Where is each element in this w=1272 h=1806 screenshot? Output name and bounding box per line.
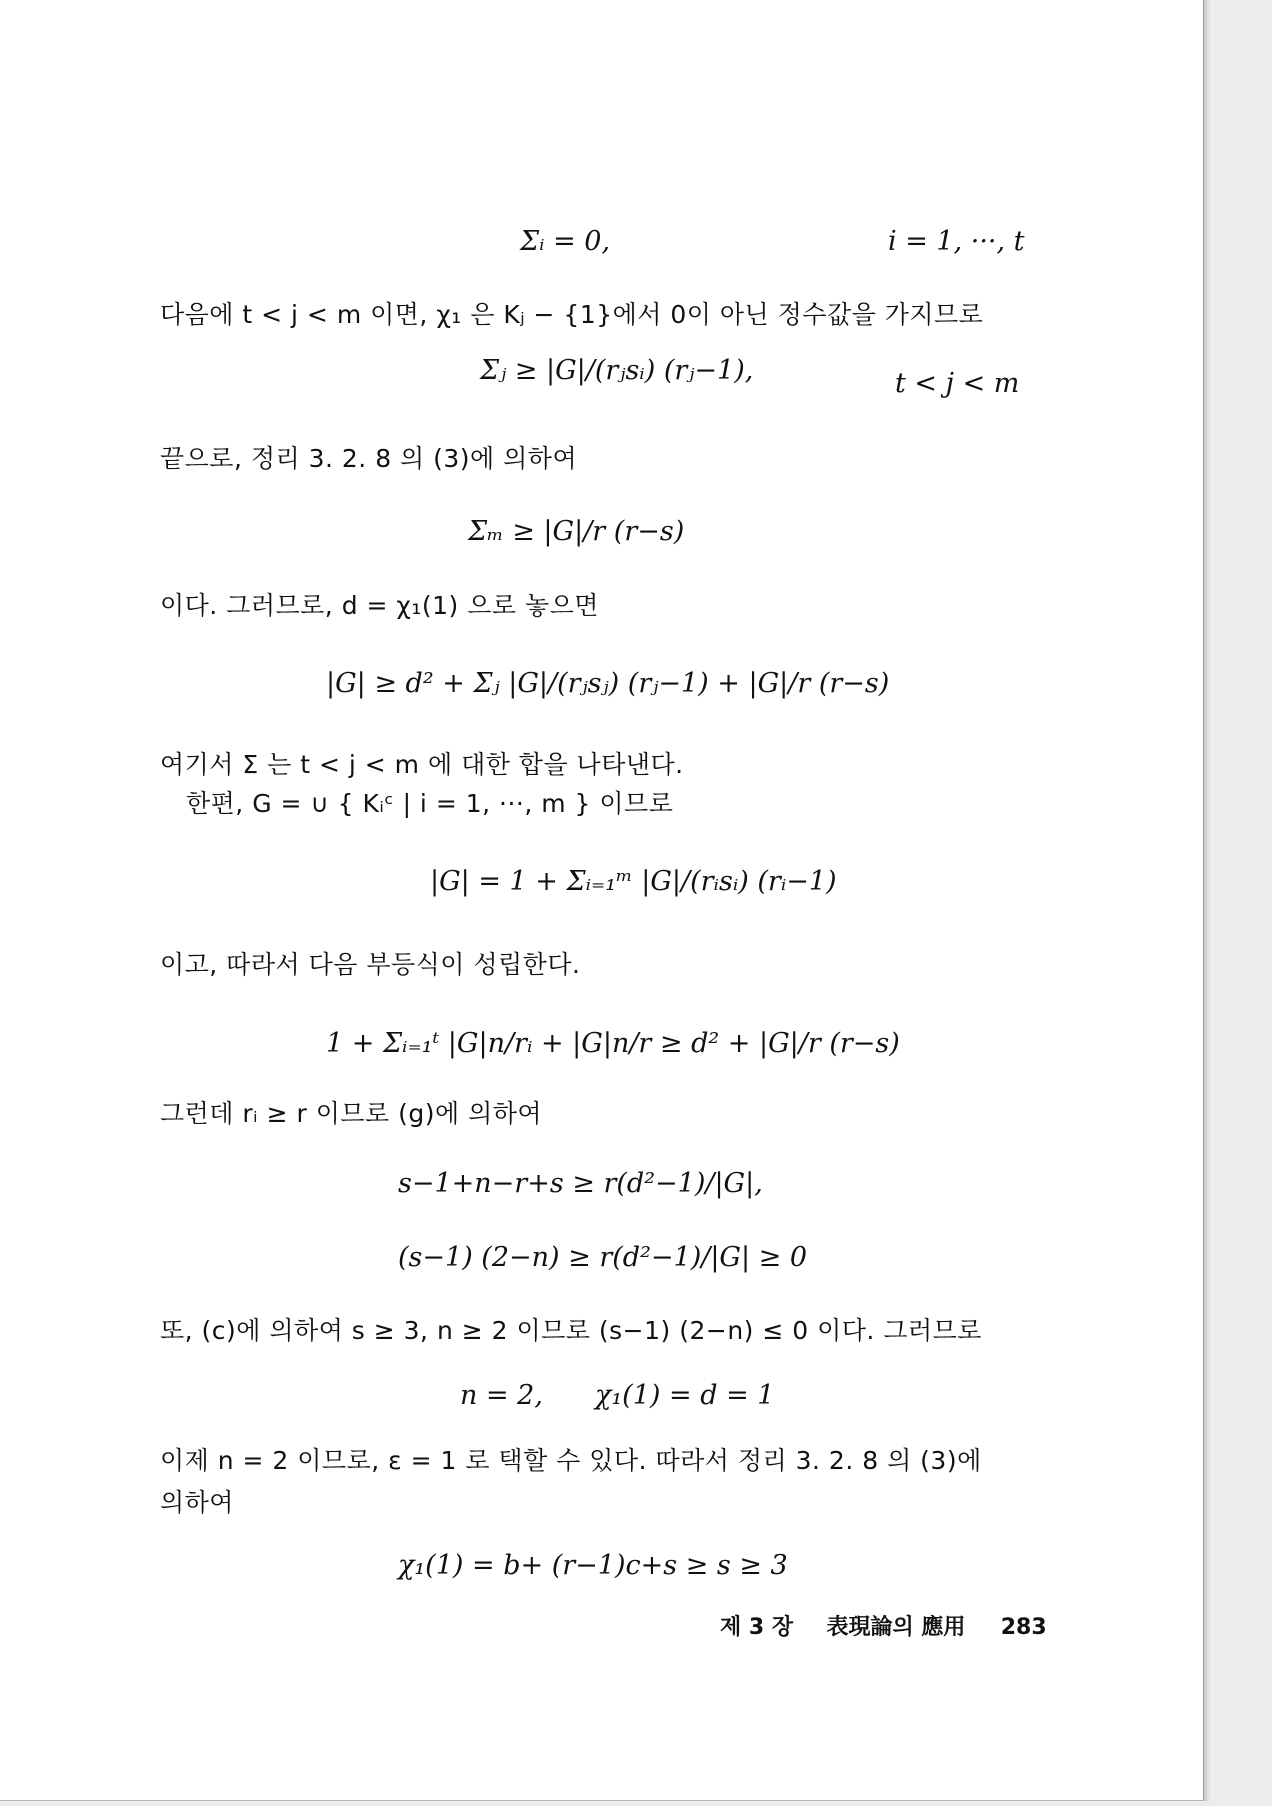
- formula-text: |G| = 1 + Σᵢ₌₁ᵐ |G|/(rᵢsᵢ) (rᵢ−1): [430, 866, 837, 897]
- paragraph-line-9: 이제 n = 2 이므로, ε = 1 로 택할 수 있다. 따라서 정리 3. 2. 8 의 (3)에: [160, 1446, 982, 1475]
- footer-chapter: 제 3 장: [720, 1615, 794, 1640]
- paragraph-line-5: 한편, G = ∪ { Kᵢᶜ | i = 1, ···, m } 이므로: [186, 789, 674, 818]
- formula-text: Σᵢ = 0,: [520, 226, 611, 257]
- formula-s-n-inequality: [398, 1170, 763, 1197]
- formula-order-inequality: [326, 670, 889, 697]
- formula-condition-i-range: [888, 228, 1025, 255]
- paragraph-line-2: 끝으로, 정리 3. 2. 8 의 (3)에 의하여: [160, 444, 578, 473]
- formula-sum-i-zero: [520, 228, 610, 255]
- paragraph-line-3: 이다. 그러므로, d = χ₁(1) 으로 놓으면: [160, 591, 599, 620]
- formula-n-equals-two: [460, 1382, 543, 1409]
- formula-degree-one: [595, 1382, 774, 1409]
- footer-title: 表現論의 應用: [826, 1615, 966, 1640]
- paragraph-line-4: 여기서 Σ 는 t < j < m 에 대한 합을 나타낸다.: [160, 750, 684, 779]
- formula-text: χ₁(1) = b+ (r−1)c+s ≥ s ≥ 3: [398, 1550, 788, 1581]
- formula-text: s−1+n−r+s ≥ r(d²−1)/|G|,: [398, 1168, 763, 1199]
- formula-text: χ₁(1) = d = 1: [595, 1380, 775, 1411]
- running-footer: [720, 1610, 1047, 1641]
- formula-text: Σₘ ≥ |G|/r (r−s): [468, 516, 685, 547]
- condition-text: t < j < m: [895, 368, 1020, 399]
- paragraph-line-7: 그런데 rᵢ ≥ r 이므로 (g)에 의하여: [160, 1099, 543, 1128]
- paragraph-line-6: 이고, 따라서 다음 부등식이 성립한다.: [160, 950, 581, 979]
- formula-class-equation: [430, 868, 837, 895]
- paragraph-line-10: 의하여: [160, 1488, 234, 1517]
- formula-degree-expression: [398, 1552, 788, 1579]
- paragraph-line-8: 또, (c)에 의하여 s ≥ 3, n ≥ 2 이므로 (s−1) (2−n) ≤ 0 이다. 그러므로: [160, 1316, 982, 1345]
- formula-main-inequality: [326, 1030, 900, 1057]
- formula-text: Σⱼ ≥ |G|/(rⱼsᵢ) (rⱼ−1),: [480, 355, 754, 386]
- formula-text: 1 + Σᵢ₌₁ᵗ |G|n/rᵢ + |G|n/r ≥ d² + |G|/r (r−s): [326, 1028, 900, 1059]
- formula-sum-m-bound: [468, 518, 684, 545]
- page-number: 283: [1000, 1615, 1047, 1640]
- formula-condition-j-range: [895, 370, 1019, 397]
- formula-product-inequality: [398, 1244, 807, 1271]
- formula-text: n = 2,: [460, 1380, 543, 1411]
- paragraph-line-1: 다음에 t < j < m 이면, χ₁ 은 Kⱼ − {1}에서 0이 아닌 정수값을 가지므로: [160, 300, 984, 329]
- formula-sum-j-bound: [480, 357, 753, 384]
- formula-text: (s−1) (2−n) ≥ r(d²−1)/|G| ≥ 0: [398, 1242, 808, 1273]
- formula-text: |G| ≥ d² + Σⱼ |G|/(rⱼsⱼ) (rⱼ−1) + |G|/r (r−s): [326, 668, 890, 699]
- condition-text: i = 1, ···, t: [888, 226, 1025, 257]
